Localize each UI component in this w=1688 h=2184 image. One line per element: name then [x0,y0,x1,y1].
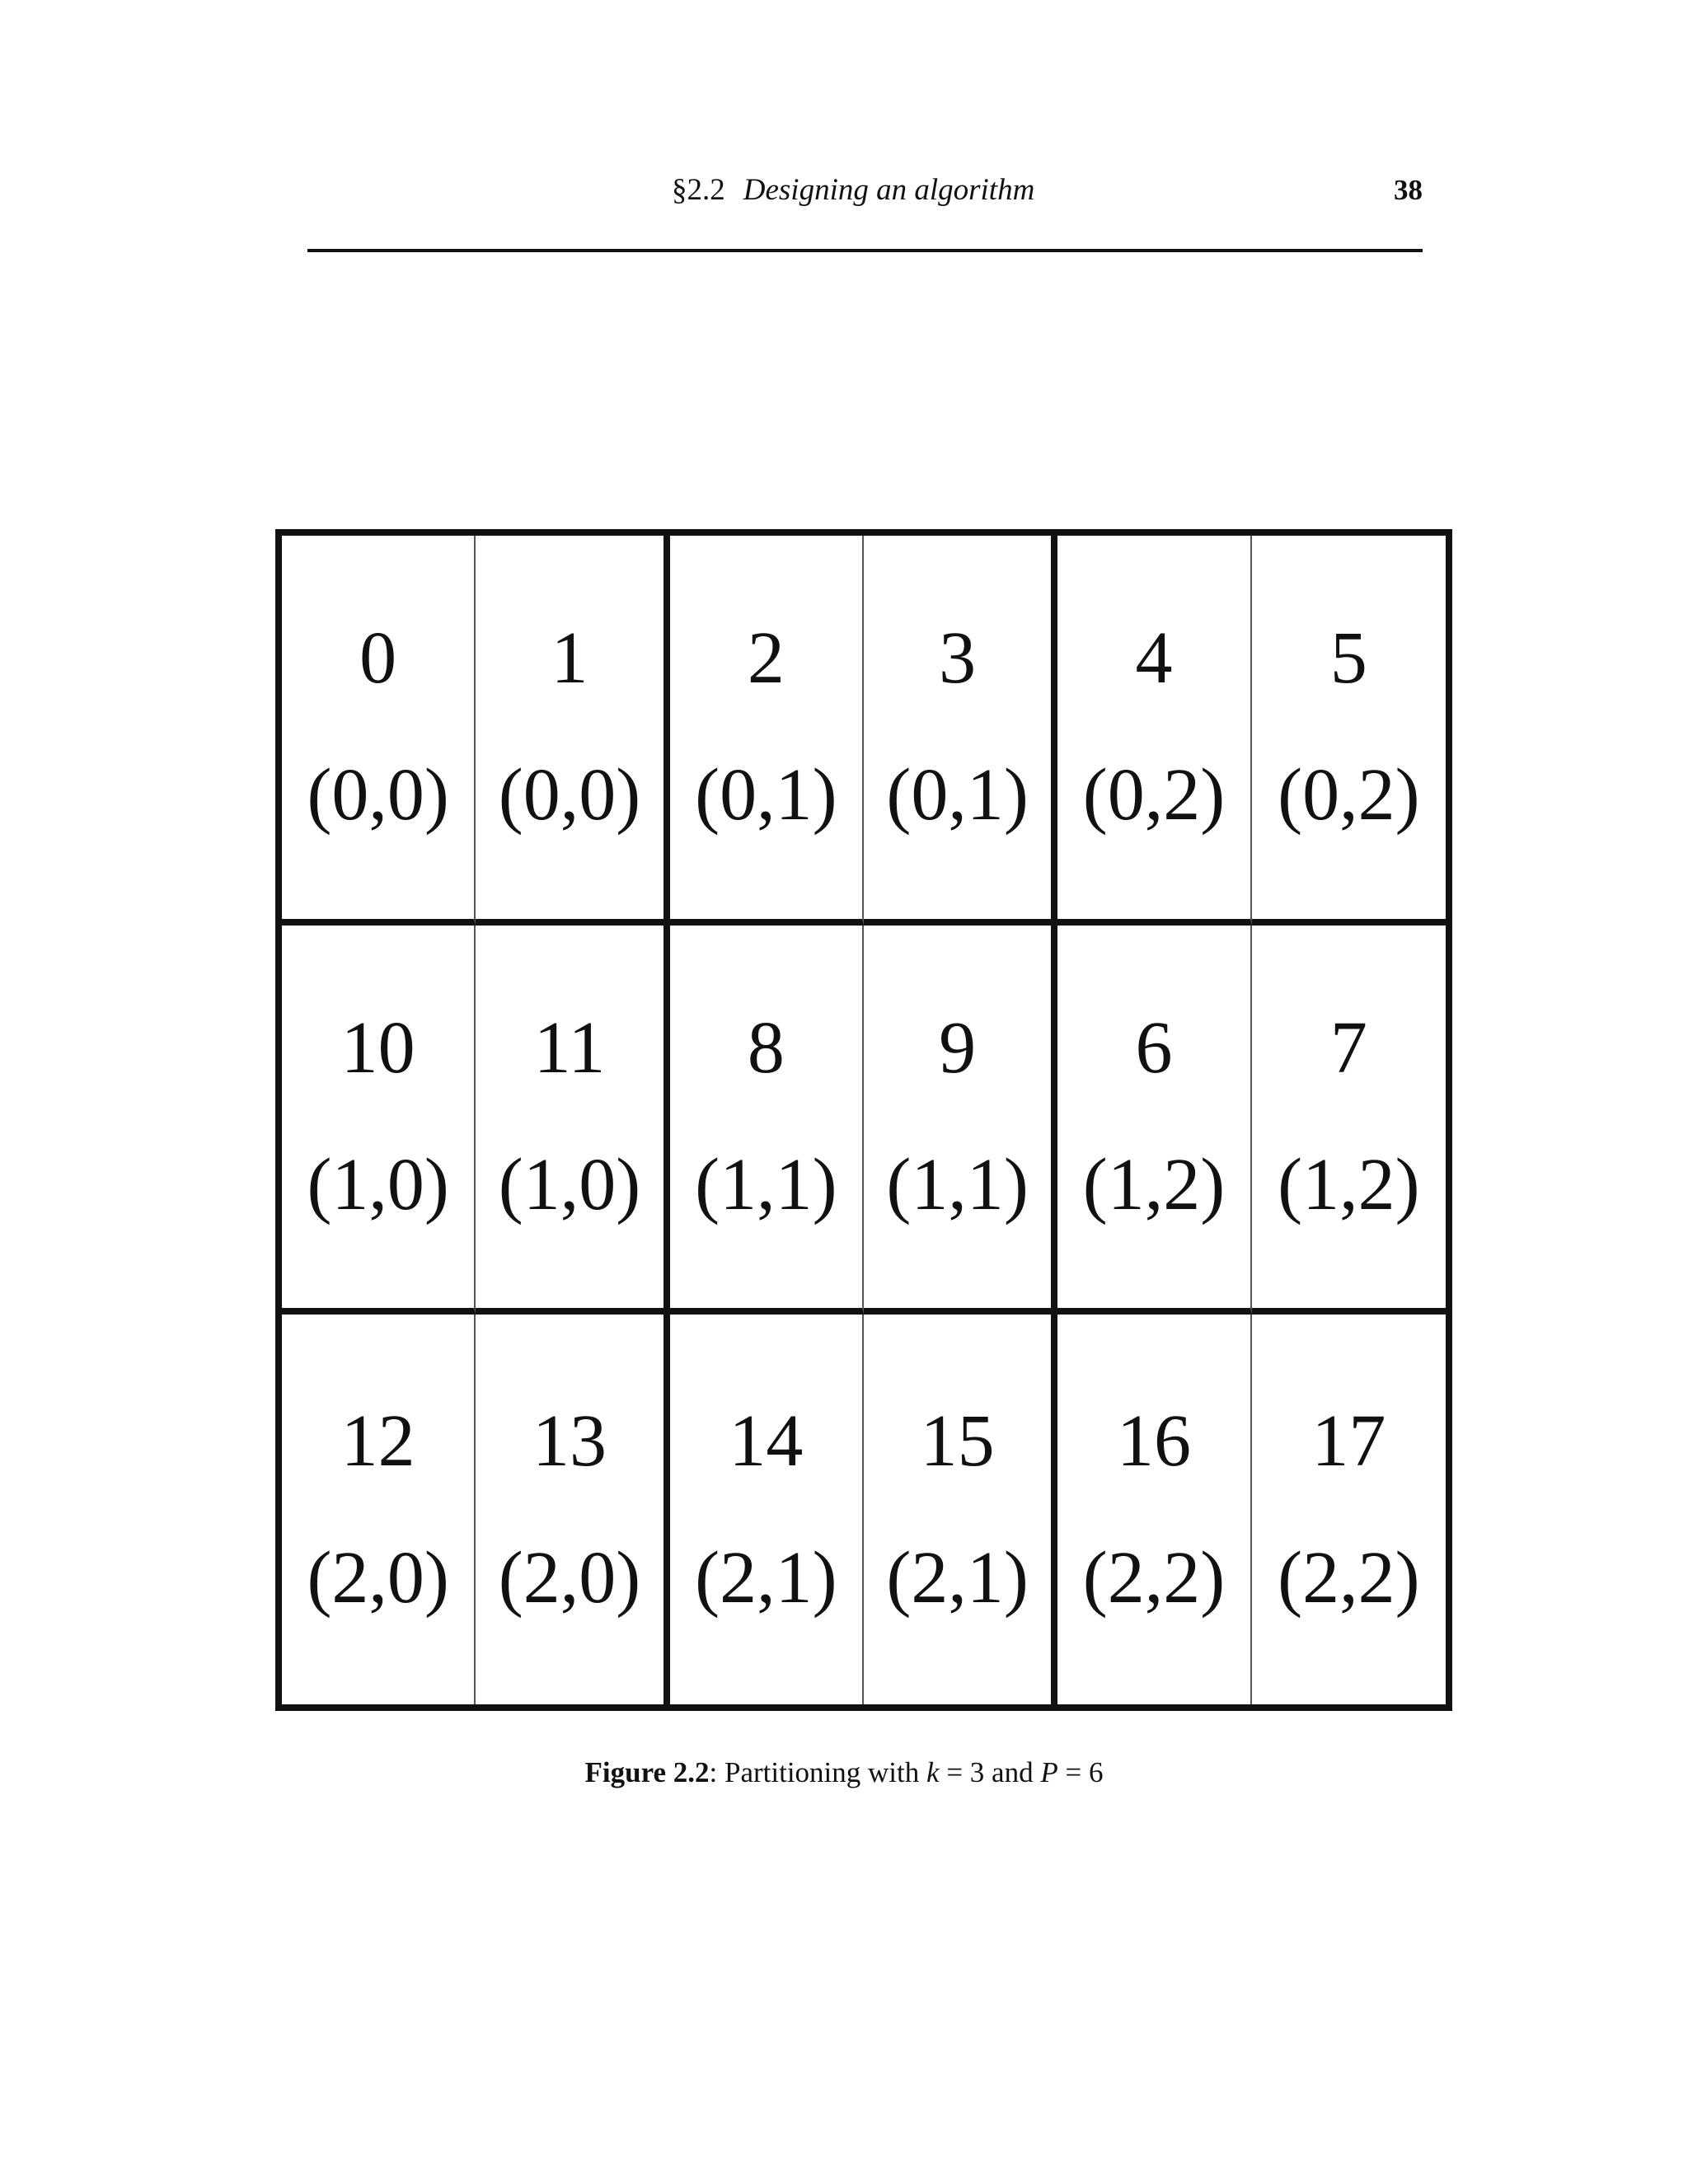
running-head [0,170,1688,211]
section-reference [672,170,1034,211]
cell-id: 2 [747,617,785,700]
cell-id: 14 [729,1399,804,1482]
grid-cell [1252,1315,1446,1704]
cell-id: 7 [1329,1006,1367,1089]
cell-coordinate: (2,1) [886,1536,1029,1619]
cell-coordinate: (1,2) [1082,1143,1226,1226]
cell-id: 15 [920,1399,995,1482]
grid-cell [282,536,476,926]
cell-coordinate: (0,0) [498,754,641,837]
partition-grid [275,529,1452,1711]
grid-cell [864,926,1057,1315]
grid-cell [670,926,864,1315]
cell-id: 3 [939,617,977,700]
cell-coordinate: (1,0) [307,1143,449,1226]
grid-cell [1252,536,1446,926]
cell-coordinate: (2,0) [307,1536,449,1619]
cell-coordinate: (1,2) [1278,1143,1420,1226]
cell-id: 5 [1329,617,1367,700]
cell-coordinate: (2,0) [498,1536,641,1619]
cell-coordinate: (0,1) [886,754,1029,837]
cell-coordinate: (0,1) [695,754,837,837]
cell-id: 13 [532,1399,607,1482]
cell-coordinate: (2,2) [1082,1536,1226,1619]
grid-cell [1057,1315,1251,1704]
cell-id: 11 [533,1006,606,1089]
cell-id: 1 [551,617,588,700]
figure-caption [0,1752,1688,1793]
section-number: §2.2 [672,173,725,207]
cell-id: 10 [340,1006,415,1089]
grid-cell [282,926,476,1315]
caption-eq-k: = 3 and [939,1756,1041,1788]
caption-var-k: k [926,1756,940,1788]
cell-coordinate: (1,1) [886,1143,1029,1226]
caption-eq-p: = 6 [1057,1756,1104,1788]
cell-id: 16 [1116,1399,1191,1482]
header-rule [307,249,1423,252]
cell-id: 12 [340,1399,415,1482]
cell-coordinate: (1,1) [695,1143,837,1226]
caption-text: : Partitioning with [709,1756,927,1788]
cell-id: 8 [747,1006,785,1089]
page-number: 38 [1394,174,1423,206]
grid-cell [864,1315,1057,1704]
grid-cell [864,536,1057,926]
cell-id: 0 [359,617,397,700]
cell-coordinate: (0,2) [1278,754,1420,837]
grid-cell [670,1315,864,1704]
caption-var-p: P [1040,1756,1058,1788]
cell-coordinate: (0,2) [1082,754,1226,837]
grid-cell [670,536,864,926]
cell-coordinate: (1,0) [498,1143,641,1226]
grid-cell [476,536,669,926]
cell-coordinate: (0,0) [307,754,449,837]
cell-id: 9 [939,1006,977,1089]
cell-coordinate: (2,1) [695,1536,837,1619]
section-title: Designing an algorithm [743,173,1035,207]
grid-cell [1252,926,1446,1315]
grid-cell [476,926,669,1315]
cell-id: 17 [1311,1399,1386,1482]
cell-id: 4 [1135,617,1173,700]
grid-cell [1057,926,1251,1315]
grid-cell [1057,536,1251,926]
cell-id: 6 [1135,1006,1173,1089]
grid-cell [476,1315,669,1704]
cell-coordinate: (2,2) [1278,1536,1420,1619]
grid-cell [282,1315,476,1704]
caption-label: Figure 2.2 [584,1756,710,1788]
